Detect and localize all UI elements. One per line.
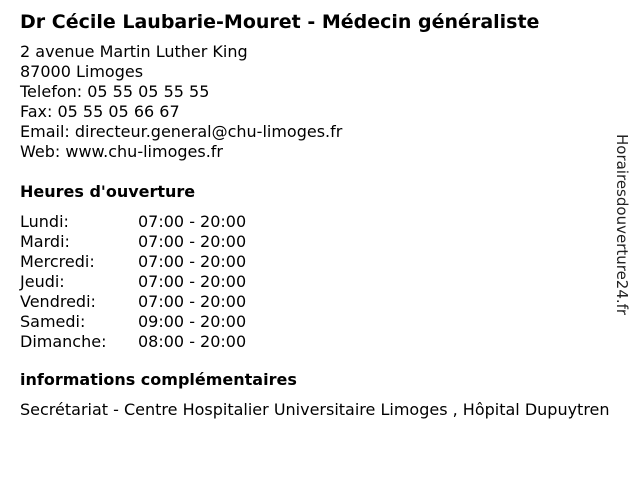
hours-table [20, 212, 624, 352]
hours-time: 07:00 - 20:00 [138, 292, 247, 311]
hours-day: Mercredi: [20, 252, 95, 271]
hours-time: 09:00 - 20:00 [138, 312, 247, 331]
hours-day: Dimanche: [20, 332, 107, 351]
hours-row-sunday [20, 332, 624, 352]
hours-row-wednesday [20, 252, 624, 272]
page-title: Dr Cécile Laubarie-Mouret - Médecin généraliste [20, 11, 540, 33]
address-street: 2 avenue Martin Luther King [20, 42, 248, 61]
info-heading: informations complémentaires [20, 370, 297, 389]
hours-time: 07:00 - 20:00 [138, 232, 247, 251]
listing-page [20, 10, 624, 420]
hours-row-tuesday [20, 232, 624, 252]
hours-heading: Heures d'ouverture [20, 182, 196, 201]
info-text: Secrétariat - Centre Hospitalier Universitaire Limoges , Hôpital Dupuytren [20, 400, 610, 419]
website: Web: www.chu-limoges.fr [20, 142, 223, 161]
fax-number: Fax: 05 55 05 66 67 [20, 102, 180, 121]
hours-row-friday [20, 292, 624, 312]
watermark-text: Horairesdouverture24.fr [613, 134, 631, 316]
hours-day: Jeudi: [20, 272, 65, 291]
hours-time: 07:00 - 20:00 [138, 272, 247, 291]
hours-time: 07:00 - 20:00 [138, 212, 247, 231]
hours-row-monday [20, 212, 624, 232]
hours-time: 07:00 - 20:00 [138, 252, 247, 271]
hours-time: 08:00 - 20:00 [138, 332, 247, 351]
hours-row-thursday [20, 272, 624, 292]
watermark [612, 134, 632, 344]
hours-day: Lundi: [20, 212, 69, 231]
hours-day: Samedi: [20, 312, 86, 331]
address-city: 87000 Limoges [20, 62, 144, 81]
hours-day: Vendredi: [20, 292, 96, 311]
phone-number: Telefon: 05 55 05 55 55 [20, 82, 210, 101]
hours-day: Mardi: [20, 232, 70, 251]
contact-block [20, 42, 624, 162]
hours-row-saturday [20, 312, 624, 332]
email-address: Email: directeur.general@chu-limoges.fr [20, 122, 343, 141]
